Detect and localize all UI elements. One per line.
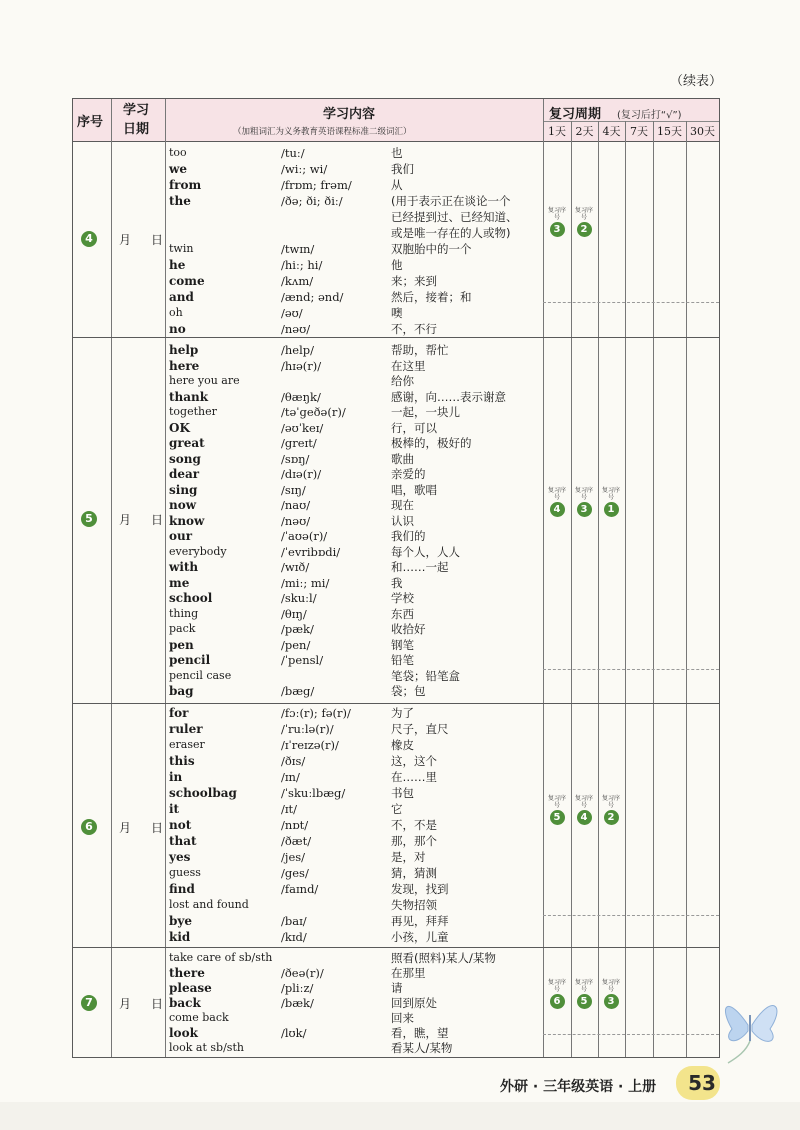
badge-label: 复习序号 <box>547 207 566 221</box>
word-chinese: 发现，找到 <box>391 882 449 896</box>
word-english: twin <box>169 242 194 255</box>
word-chinese: 行，可以 <box>391 420 437 435</box>
badge-label: 复习序号 <box>547 795 566 809</box>
word-english: oh <box>169 306 183 319</box>
word-chinese: 回到原处 <box>391 996 437 1010</box>
header-seq: 序号 <box>77 115 104 130</box>
badge-number: 4 <box>550 502 565 517</box>
word-phonetic: /jes/ <box>281 850 306 864</box>
word-english: lost and found <box>169 898 249 911</box>
word-english: not <box>169 818 192 832</box>
word-chinese: 钢笔 <box>391 637 414 652</box>
word-english: pen <box>169 637 194 652</box>
badge-number: 3 <box>577 502 592 517</box>
word-chinese: 每个人，人人 <box>391 544 460 559</box>
word-phonetic: /ˈruːlə(r)/ <box>281 722 334 736</box>
word-chinese: 从 <box>391 178 403 192</box>
col-line <box>543 99 544 1057</box>
day-7: 7天 <box>630 125 648 138</box>
word-phonetic: /skuːl/ <box>281 591 317 605</box>
word-phonetic: /frɒm; frəm/ <box>281 178 352 192</box>
word-english: help <box>169 343 199 357</box>
word-english: pencil <box>169 653 211 667</box>
review-badge <box>600 979 622 1009</box>
day-4: 4天 <box>602 125 621 138</box>
review-dash <box>543 915 719 916</box>
review-dash <box>543 669 719 670</box>
header-review-hint: (复习后打“√”) <box>617 110 682 121</box>
header-divider <box>543 121 719 122</box>
review-badge <box>573 795 595 825</box>
word-phonetic: /dɪə(r)/ <box>281 467 322 481</box>
day-label: 日 <box>151 821 164 835</box>
day-label: 日 <box>151 513 164 527</box>
word-chinese: 笔袋；铅笔盒 <box>391 668 460 683</box>
word-phonetic: /ˈskuːlbæg/ <box>281 786 346 800</box>
day-label: 日 <box>151 233 164 247</box>
badge-number: 3 <box>604 994 619 1009</box>
review-dash <box>543 302 719 303</box>
word-chinese: 极棒的，极好的 <box>391 436 472 450</box>
word-chinese: 看，瞧，望 <box>391 1026 449 1040</box>
word-chinese: 我们的 <box>391 529 426 543</box>
word-chinese: 然后，接着；和 <box>391 290 472 304</box>
word-english: we <box>169 162 187 176</box>
word-english: kid <box>169 930 191 944</box>
month-label: 月 <box>119 233 132 247</box>
word-chinese: 在……里 <box>391 770 437 784</box>
col-line <box>165 99 166 1057</box>
word-phonetic: /hɪə(r)/ <box>281 358 322 373</box>
word-english: know <box>169 513 205 528</box>
word-phonetic: /sɒŋ/ <box>281 451 310 466</box>
word-phonetic: /ˈevribɒdi/ <box>281 544 341 559</box>
word-english: our <box>169 529 193 543</box>
section-number: 7 <box>81 995 97 1011</box>
word-phonetic: /nəʊ/ <box>281 322 311 336</box>
word-chinese: 感谢，向……表示谢意 <box>391 389 506 404</box>
word-chinese: (用于表示正在谈论一个 <box>391 194 511 208</box>
word-phonetic: /bæk/ <box>281 996 314 1010</box>
badge-label: 复习序号 <box>574 487 593 501</box>
word-english: look <box>169 1026 198 1040</box>
word-english: ruler <box>169 722 203 736</box>
day-1: 1天 <box>548 125 566 138</box>
word-phonetic: /twɪn/ <box>281 242 315 256</box>
word-phonetic: /kɪd/ <box>281 930 307 944</box>
day-label: 日 <box>151 997 164 1011</box>
vocabulary-table <box>72 98 720 1058</box>
word-chinese: 亲爱的 <box>391 467 426 481</box>
word-chinese: 小孩，儿童 <box>391 930 449 944</box>
col-line <box>686 121 687 1057</box>
word-phonetic: /əʊ/ <box>281 306 303 320</box>
word-english: thank <box>169 389 209 404</box>
badge-label: 复习序号 <box>601 795 620 809</box>
section-divider <box>73 703 719 704</box>
word-english: here you are <box>169 374 240 387</box>
col-line <box>111 99 112 1057</box>
col-line <box>598 121 599 1057</box>
word-phonetic: /miː; mi/ <box>281 575 330 590</box>
word-english: the <box>169 194 191 208</box>
badge-number: 2 <box>577 222 592 237</box>
section-divider <box>73 337 719 338</box>
bottom-band <box>0 1102 800 1130</box>
day-30: 30天 <box>690 125 715 138</box>
word-english: in <box>169 770 183 784</box>
word-chinese: 是，对 <box>391 850 426 864</box>
word-english: together <box>169 405 217 418</box>
word-phonetic: /ðæt/ <box>281 834 312 848</box>
word-phonetic: /ˈaʊə(r)/ <box>281 529 328 543</box>
col-line <box>571 121 572 1057</box>
word-english: bye <box>169 914 192 928</box>
section-divider <box>73 947 719 948</box>
word-english: schoolbag <box>169 786 237 800</box>
word-phonetic: /θæŋk/ <box>281 389 321 404</box>
badge-label: 复习序号 <box>601 487 620 501</box>
word-chinese: 认识 <box>391 513 414 528</box>
word-phonetic: /ðə; ði; ðiː/ <box>281 194 343 208</box>
word-phonetic: /sɪŋ/ <box>281 482 306 497</box>
word-chinese: 袋；包 <box>391 684 426 698</box>
word-chinese: 已经提到过、已经知道、 <box>391 210 518 224</box>
word-english: find <box>169 882 195 896</box>
page-number: 53 <box>688 1071 716 1095</box>
word-phonetic: /ˈpensl/ <box>281 653 324 667</box>
word-chinese: 学校 <box>391 591 414 605</box>
review-badge <box>600 487 622 517</box>
word-english: pack <box>169 622 196 635</box>
word-chinese: 失物招领 <box>391 898 437 912</box>
word-chinese: 再见，拜拜 <box>391 914 449 928</box>
butterfly-icon <box>718 985 788 1065</box>
word-chinese: 噢 <box>391 306 403 320</box>
word-chinese: 在那里 <box>391 966 426 980</box>
word-chinese: 尺子，直尺 <box>391 722 449 736</box>
review-badge <box>546 487 568 517</box>
word-chinese: 他 <box>391 258 403 272</box>
word-english: sing <box>169 482 198 497</box>
word-chinese: 也 <box>391 146 403 160</box>
word-phonetic: /ges/ <box>281 866 309 880</box>
table-header <box>73 99 719 142</box>
word-phonetic: /greɪt/ <box>281 436 317 450</box>
word-chinese: 在这里 <box>391 358 426 373</box>
word-chinese: 看某人/某物 <box>391 1041 453 1055</box>
word-english: look at sb/sth <box>169 1041 244 1054</box>
word-english: too <box>169 146 187 159</box>
word-english: me <box>169 575 190 590</box>
word-english: with <box>169 560 199 574</box>
word-english: pencil case <box>169 668 232 682</box>
word-phonetic: /ɪˈreɪzə(r)/ <box>281 738 339 752</box>
word-phonetic: /bæg/ <box>281 684 315 698</box>
word-phonetic: /wɪð/ <box>281 560 310 574</box>
word-chinese: 收拾好 <box>391 622 426 636</box>
word-chinese: 我们 <box>391 162 414 176</box>
month-label: 月 <box>119 821 132 835</box>
word-english: and <box>169 290 194 304</box>
word-english: OK <box>169 420 190 435</box>
word-phonetic: /θɪŋ/ <box>281 606 307 621</box>
badge-number: 5 <box>577 994 592 1009</box>
word-chinese: 不，不是 <box>391 818 437 832</box>
word-phonetic: /naʊ/ <box>281 498 311 512</box>
badge-number: 2 <box>604 810 619 825</box>
word-english: song <box>169 451 201 466</box>
word-chinese: 为了 <box>391 706 414 720</box>
word-chinese: 来；来到 <box>391 274 437 288</box>
word-chinese: 或是唯一存在的人或物) <box>391 226 511 240</box>
word-chinese: 歌曲 <box>391 451 414 466</box>
word-chinese: 请 <box>391 981 403 995</box>
word-phonetic: /pæk/ <box>281 622 314 636</box>
review-badge <box>546 207 568 237</box>
word-chinese: 和……一起 <box>391 560 449 574</box>
continued-label: （续表） <box>669 74 722 89</box>
word-chinese: 书包 <box>391 786 414 800</box>
section-number: 6 <box>81 819 97 835</box>
word-chinese: 不，不行 <box>391 322 437 336</box>
word-chinese: 唱，歌唱 <box>391 482 437 497</box>
badge-label: 复习序号 <box>574 795 593 809</box>
word-chinese: 一起，一块儿 <box>391 405 460 419</box>
word-english: come back <box>169 1011 229 1024</box>
section-number: 5 <box>81 511 97 527</box>
review-badge <box>546 979 568 1009</box>
section-number: 4 <box>81 231 97 247</box>
word-english: for <box>169 706 189 720</box>
word-phonetic: /nəʊ/ <box>281 513 311 528</box>
word-phonetic: /ɪt/ <box>281 802 298 816</box>
word-english: great <box>169 436 205 450</box>
header-content-note: （加粗词汇为义务教育英语课程标准二级词汇） <box>233 127 412 137</box>
word-phonetic: /nɒt/ <box>281 818 309 832</box>
word-english: this <box>169 754 195 768</box>
badge-number: 3 <box>550 222 565 237</box>
word-chinese: 我 <box>391 575 403 590</box>
word-english: yes <box>169 850 191 864</box>
word-phonetic: /əʊˈkeɪ/ <box>281 420 324 435</box>
word-phonetic: /ðeə(r)/ <box>281 966 324 980</box>
review-badge <box>573 207 595 237</box>
word-english: he <box>169 258 186 272</box>
header-study-date: 学习 日期 <box>122 103 149 137</box>
word-phonetic: /faɪnd/ <box>281 882 319 896</box>
badge-label: 复习序号 <box>601 979 620 993</box>
word-chinese: 东西 <box>391 606 414 621</box>
book-title: 外研 · 三年级英语 · 上册 <box>500 1079 657 1095</box>
word-english: there <box>169 966 205 980</box>
badge-label: 复习序号 <box>547 487 566 501</box>
badge-number: 5 <box>550 810 565 825</box>
day-15: 15天 <box>657 125 682 138</box>
review-badge <box>573 979 595 1009</box>
review-badge <box>573 487 595 517</box>
word-chinese: 回来 <box>391 1011 414 1025</box>
word-phonetic: /ðɪs/ <box>281 754 306 768</box>
word-english: now <box>169 498 197 512</box>
col-line <box>625 121 626 1057</box>
word-chinese: 那，那个 <box>391 834 437 848</box>
word-chinese: 给你 <box>391 374 414 388</box>
word-phonetic: /pliːz/ <box>281 981 314 995</box>
word-chinese: 现在 <box>391 498 414 512</box>
word-phonetic: /pen/ <box>281 637 311 652</box>
review-badge <box>600 795 622 825</box>
word-english: eraser <box>169 738 205 751</box>
word-phonetic: /baɪ/ <box>281 914 307 928</box>
word-english: take care of sb/sth <box>169 951 273 964</box>
word-english: school <box>169 591 213 605</box>
badge-number: 4 <box>577 810 592 825</box>
review-dash <box>543 1034 719 1035</box>
badge-label: 复习序号 <box>574 207 593 221</box>
word-phonetic: /tuː/ <box>281 146 305 160</box>
word-phonetic: /hiː; hi/ <box>281 258 323 272</box>
word-phonetic: /help/ <box>281 343 315 357</box>
word-chinese: 猜，猜测 <box>391 866 437 880</box>
word-english: please <box>169 981 212 995</box>
word-english: guess <box>169 866 201 879</box>
word-phonetic: /wiː; wi/ <box>281 162 328 176</box>
header-study-content: 学习内容 <box>323 107 376 122</box>
badge-number: 1 <box>604 502 619 517</box>
word-english: come <box>169 274 205 288</box>
word-english: thing <box>169 606 199 620</box>
word-english: it <box>169 802 180 816</box>
word-english: that <box>169 834 197 848</box>
word-chinese: 橡皮 <box>391 738 414 752</box>
word-phonetic: /fɔː(r); fə(r)/ <box>281 706 351 720</box>
day-2: 2天 <box>575 125 594 138</box>
word-phonetic: /ɪn/ <box>281 770 300 784</box>
word-chinese: 双胞胎中的一个 <box>391 242 472 256</box>
word-english: back <box>169 996 201 1010</box>
month-label: 月 <box>119 997 132 1011</box>
badge-number: 6 <box>550 994 565 1009</box>
word-phonetic: /lʊk/ <box>281 1026 307 1040</box>
word-english: from <box>169 178 202 192</box>
word-chinese: 照看(照料)某人/某物 <box>391 951 496 965</box>
word-english: no <box>169 322 186 336</box>
word-english: bag <box>169 684 194 698</box>
word-chinese: 帮助，帮忙 <box>391 343 449 357</box>
col-line <box>653 121 654 1057</box>
badge-label: 复习序号 <box>574 979 593 993</box>
month-label: 月 <box>119 513 132 527</box>
review-badge <box>546 795 568 825</box>
word-phonetic: /kʌm/ <box>281 274 314 288</box>
word-phonetic: /ænd; ənd/ <box>281 290 344 304</box>
word-phonetic: /təˈgeðə(r)/ <box>281 405 346 419</box>
word-english: here <box>169 358 200 373</box>
badge-label: 复习序号 <box>547 979 566 993</box>
word-english: everybody <box>169 544 227 558</box>
header-review-cycle: 复习周期 <box>549 107 602 122</box>
word-chinese: 这，这个 <box>391 754 437 768</box>
word-english: dear <box>169 467 200 481</box>
word-chinese: 它 <box>391 802 403 816</box>
word-chinese: 铅笔 <box>391 653 414 667</box>
